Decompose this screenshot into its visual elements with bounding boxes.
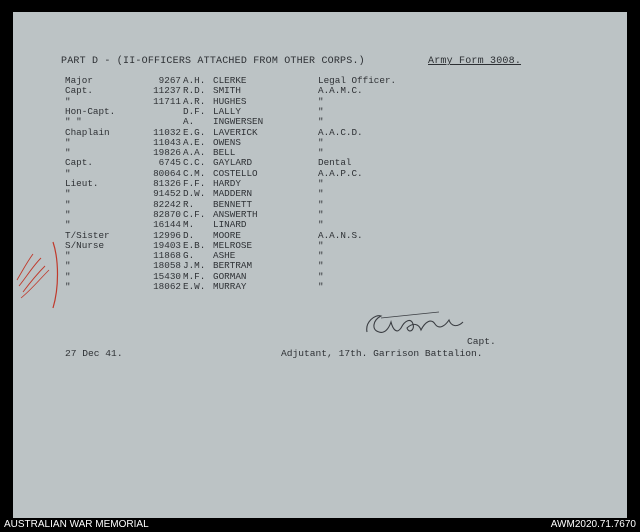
rank-cell: T/Sister [65, 229, 110, 241]
initials-cell: A.E. [183, 136, 206, 148]
number-cell: 19826 [153, 147, 181, 159]
number-cell: 18058 [153, 260, 181, 272]
initials-cell: D.W. [183, 188, 206, 200]
surname-cell: BELL [213, 147, 236, 159]
unit-cell: " [318, 260, 324, 272]
unit-cell: A.A.C.D. [318, 126, 363, 138]
initials-cell: A.A. [183, 147, 206, 159]
unit-cell: " [318, 105, 324, 117]
rank-cell: Chaplain [65, 126, 110, 138]
number-cell: 15430 [153, 270, 181, 282]
rank-cell: " [65, 260, 71, 272]
rank-cell: Major [65, 75, 93, 86]
unit-cell: A.A.P.C. [318, 167, 363, 179]
unit-cell: " [318, 219, 324, 231]
form-number: Army Form 3008. [428, 56, 522, 67]
surname-cell: MELROSE [213, 239, 253, 251]
initials-cell: E.W. [183, 281, 206, 292]
officer-row [13, 179, 613, 189]
surname-cell: GORMAN [213, 270, 247, 282]
officer-row [13, 169, 613, 179]
rank-cell: " [65, 188, 71, 200]
unit-cell: " [318, 250, 324, 262]
unit-cell: " [318, 95, 324, 107]
officer-row [13, 272, 613, 282]
footer-accession: AWM2020.71.7670 [550, 519, 636, 530]
number-cell: 82870 [153, 208, 181, 220]
surname-cell: MURRAY [213, 281, 247, 292]
number-cell: 11237 [153, 85, 181, 97]
number-cell: 9267 [158, 75, 181, 86]
officer-row [13, 128, 613, 138]
rank-cell: " [65, 167, 71, 179]
unit-cell: A.A.M.C. [318, 85, 363, 97]
document-page [13, 12, 627, 518]
officer-row [13, 220, 613, 230]
number-cell: 11711 [153, 95, 181, 107]
unit-cell: Dental [318, 157, 352, 169]
initials-cell: E.B. [183, 239, 206, 251]
officer-row [13, 241, 613, 251]
rank-cell: Capt. [65, 157, 93, 169]
initials-cell: E.G. [183, 126, 206, 138]
rank-cell: " [65, 270, 71, 282]
initials-cell: J.M. [183, 260, 206, 272]
number-cell: 11032 [153, 126, 181, 138]
signoff-title: Adjutant, 17th. Garrison Battalion. [281, 348, 483, 359]
unit-cell: " [318, 188, 324, 200]
surname-cell: ANSWERTH [213, 208, 258, 220]
unit-cell: " [318, 270, 324, 282]
initials-cell: C.M. [183, 167, 206, 179]
surname-cell: INGWERSEN [213, 116, 264, 128]
number-cell: 81326 [153, 178, 181, 189]
initials-cell: D.F. [183, 105, 206, 117]
initials-cell: D. [183, 229, 195, 241]
initials-cell: M. [183, 219, 195, 231]
initials-cell: C.C. [183, 157, 206, 169]
surname-cell: LALLY [213, 105, 241, 117]
surname-cell: BERTRAM [213, 260, 253, 272]
unit-cell: " [318, 147, 324, 159]
officer-row [13, 251, 613, 261]
surname-cell: MOORE [213, 229, 241, 241]
rank-cell: Hon-Capt. [65, 105, 116, 117]
surname-cell: BENNETT [213, 198, 253, 210]
margin-note-handwriting [15, 240, 67, 310]
surname-cell: SMITH [213, 85, 241, 97]
number-cell: 11868 [153, 250, 181, 262]
unit-cell: " [318, 281, 324, 292]
surname-cell: HUGHES [213, 95, 247, 107]
surname-cell: COSTELLO [213, 167, 258, 179]
unit-cell: " [318, 208, 324, 220]
officer-row [13, 76, 613, 86]
surname-cell: LAVERICK [213, 126, 258, 138]
officer-row [13, 158, 613, 168]
unit-cell: " [318, 198, 324, 210]
number-cell: 80064 [153, 167, 181, 179]
rank-cell: " [65, 208, 71, 220]
rank-cell: S/Nurse [65, 239, 105, 251]
rank-cell: " [65, 198, 71, 210]
initials-cell: M.F. [183, 270, 206, 282]
officer-row [13, 200, 613, 210]
rank-cell: " [65, 147, 71, 159]
unit-cell: " [318, 116, 324, 128]
surname-cell: GAYLARD [213, 157, 253, 169]
rank-cell: " [65, 250, 71, 262]
unit-cell: A.A.N.S. [318, 229, 363, 241]
officer-row [13, 261, 613, 271]
rank-cell: " " [65, 116, 82, 128]
unit-cell: " [318, 136, 324, 148]
initials-cell: A.R. [183, 95, 206, 107]
officer-row [13, 231, 613, 241]
number-cell: 19403 [153, 239, 181, 251]
officer-row [13, 138, 613, 148]
officer-row [13, 117, 613, 127]
officer-row [13, 148, 613, 158]
number-cell: 6745 [158, 157, 181, 169]
surname-cell: CLERKE [213, 75, 247, 86]
initials-cell: A.H. [183, 75, 206, 86]
unit-cell: " [318, 178, 324, 189]
number-cell: 11043 [153, 136, 181, 148]
number-cell: 12996 [153, 229, 181, 241]
number-cell: 16144 [153, 219, 181, 231]
rank-cell: " [65, 136, 71, 148]
signoff-rank: Capt. [467, 336, 496, 347]
surname-cell: MADDERN [213, 188, 253, 200]
signature [361, 308, 481, 342]
rank-cell: " [65, 95, 71, 107]
initials-cell: R. [183, 198, 195, 210]
initials-cell: A. [183, 116, 195, 128]
footer-source: AUSTRALIAN WAR MEMORIAL [4, 519, 149, 530]
number-cell: 91452 [153, 188, 181, 200]
officer-row [13, 282, 613, 292]
officer-row [13, 86, 613, 96]
unit-cell: " [318, 239, 324, 251]
number-cell: 82242 [153, 198, 181, 210]
document-date: 27 Dec 41. [65, 348, 123, 359]
unit-cell: Legal Officer. [318, 75, 397, 86]
officer-row [13, 189, 613, 199]
initials-cell: R.D. [183, 85, 206, 97]
rank-cell: " [65, 281, 71, 292]
initials-cell: C.F. [183, 208, 206, 220]
officer-row [13, 107, 613, 117]
surname-cell: ASHE [213, 250, 236, 262]
number-cell: 18062 [153, 281, 181, 292]
surname-cell: LINARD [213, 219, 247, 231]
part-title: PART D - (II-OFFICERS ATTACHED FROM OTHER CORPS.) [61, 56, 365, 67]
initials-cell: G. [183, 250, 195, 262]
officer-row [13, 210, 613, 220]
rank-cell: Capt. [65, 85, 93, 97]
surname-cell: HARDY [213, 178, 241, 189]
initials-cell: F.F. [183, 178, 206, 189]
rank-cell: Lieut. [65, 178, 99, 189]
rank-cell: " [65, 219, 71, 231]
surname-cell: OWENS [213, 136, 241, 148]
